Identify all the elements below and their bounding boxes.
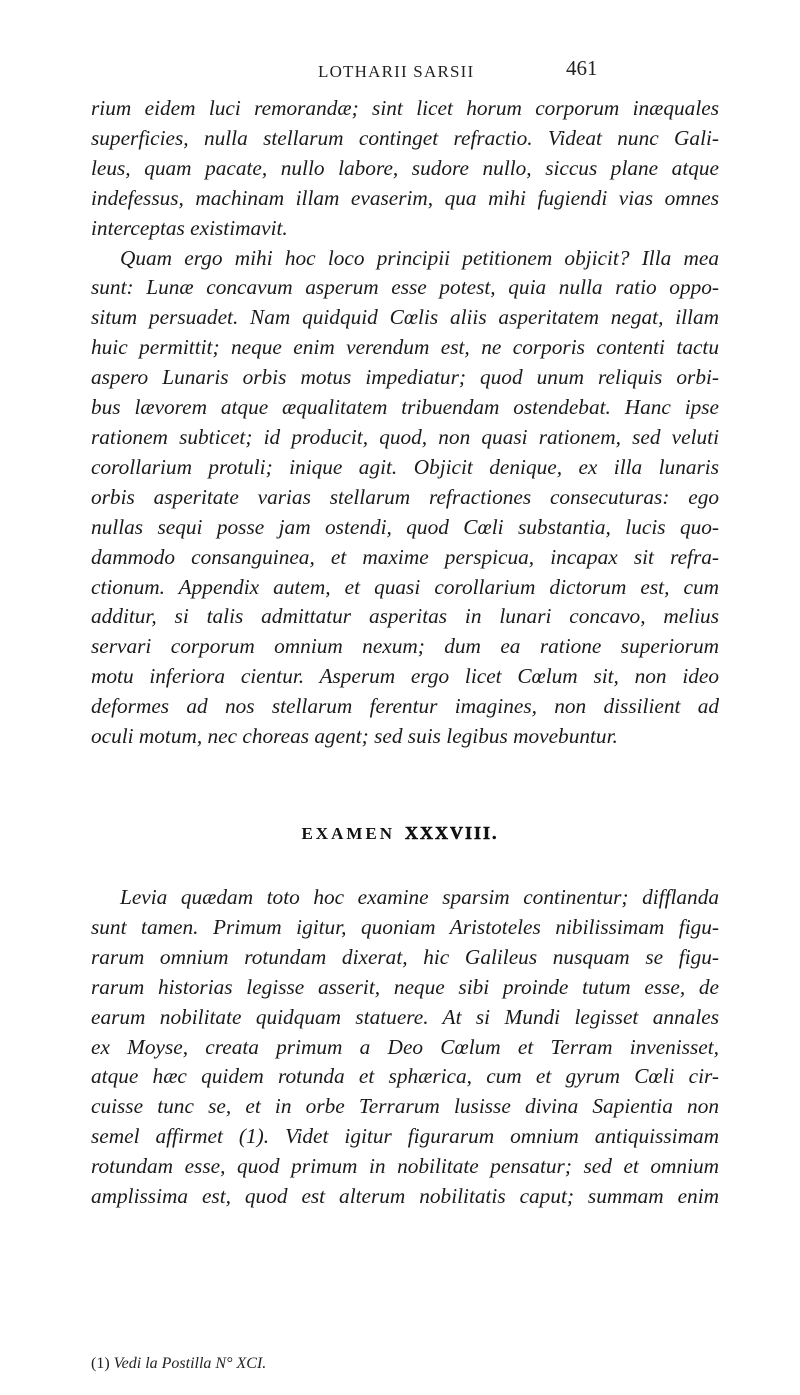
text-line: huic permittit; neque enim verendum est, ne corporis contenti tactu [91, 335, 719, 360]
text-line: indefessus, machinam illam evaserim, qua mihi fugiendi vias omnes [91, 185, 719, 210]
section1-text [91, 94, 719, 752]
text-line: earum nobilitate quidquam statuere. At si Mundi legisset annales [91, 1004, 719, 1029]
footnote-text: Vedi la Postilla N° XCI. [113, 1355, 267, 1372]
text-line: semel affirmet (1). Videt igitur figurarum omnium antiquissimam [91, 1124, 719, 1149]
text-line: superficies, nulla stellarum continget refractio. Videat nunc Gali- [91, 125, 719, 150]
section2-text [91, 883, 719, 1212]
text-line: interceptas existimavit. [91, 215, 288, 240]
text-line: sunt: Lunæ concavum asperum esse potest, quia nulla ratio oppo- [91, 275, 719, 300]
text-line: ex Moyse, creata primum a Deo Cœlum et Terram invenisset, [91, 1034, 719, 1059]
text-line: dammodo consanguinea, et maxime perspicua, incapax sit refra- [91, 544, 719, 569]
section-heading [0, 823, 800, 844]
running-head [0, 56, 800, 92]
text-line: corollarium protuli; inique agit. Objicit denique, ex illa lunaris [91, 454, 719, 479]
page-number: 461 [566, 56, 598, 80]
heading-numeral: XXXVIII. [405, 823, 499, 843]
text-line: rotundam esse, quod primum in nobilitate pensatur; sed et omnium [91, 1154, 719, 1179]
text-line: cuisse tunc se, et in orbe Terrarum lusisse divina Sapientia non [91, 1094, 719, 1119]
paragraph-2 [91, 244, 719, 752]
text-line: deformes ad nos stellarum ferentur imagines, non dissilient ad [91, 694, 719, 719]
footnote [91, 1355, 266, 1373]
text-line: sunt tamen. Primum igitur, quoniam Aristoteles nibilissimam figu- [91, 914, 719, 939]
text-line: ctionum. Appendix autem, et quasi corollarium dictorum est, cum [91, 574, 719, 599]
text-line: motu inferiora cientur. Asperum ergo licet Cœlum sit, non ideo [91, 664, 719, 689]
text-line: nullas sequi posse jam ostendi, quod Cœli substantia, lucis quo- [91, 514, 719, 539]
text-line: rationem subticet; id producit, quod, non quasi rationem, sed veluti [91, 424, 719, 449]
text-line: servari corporum omnium nexum; dum ea ratione superiorum [91, 634, 719, 659]
text-line: orbis asperitate varias stellarum refractiones consecuturas: ego [91, 484, 719, 509]
text-line: atque hæc quidem rotunda et sphærica, cum et gyrum Cœli cir- [91, 1064, 719, 1089]
text-line: rarum historias legisse asserit, neque sibi proinde tutum esse, de [91, 974, 719, 999]
text-line: situm persuadet. Nam quidquid Cœlis aliis asperitatem negat, illam [91, 305, 719, 330]
text-line: bus lævorem atque æqualitatem tribuendam ostendebat. Hanc ipse [91, 395, 719, 420]
text-line: amplissima est, quod est alterum nobilitatis caput; summam enim [91, 1184, 719, 1209]
text-line: additur, si talis admittatur asperitas in lunari concavo, melius [91, 604, 719, 629]
text-line: rarum omnium rotundam dixerat, hic Galileus nusquam se figu- [91, 944, 719, 969]
text-line: rium eidem luci remorandæ; sint licet horum corporum inæquales [91, 96, 719, 120]
paragraph-3 [91, 883, 719, 1212]
text-line: leus, quam pacate, nullo labore, sudore nullo, siccus plane atque [91, 155, 719, 180]
running-title: LOTHARII SARSII [318, 62, 475, 81]
paragraph-1 [91, 94, 719, 244]
text-line: Levia quædam toto hoc examine sparsim continentur; difflanda [120, 885, 719, 909]
footnote-mark: (1) [91, 1355, 110, 1372]
text-line: aspero Lunaris orbis motus impediatur; quod unum reliquis orbi- [91, 365, 719, 390]
text-line: oculi motum, nec choreas agent; sed suis legibus movebuntur. [91, 724, 618, 749]
heading-word: EXAMEN [301, 824, 396, 843]
text-line: Quam ergo mihi hoc loco principii petitionem objicit? Illa mea [120, 245, 719, 270]
